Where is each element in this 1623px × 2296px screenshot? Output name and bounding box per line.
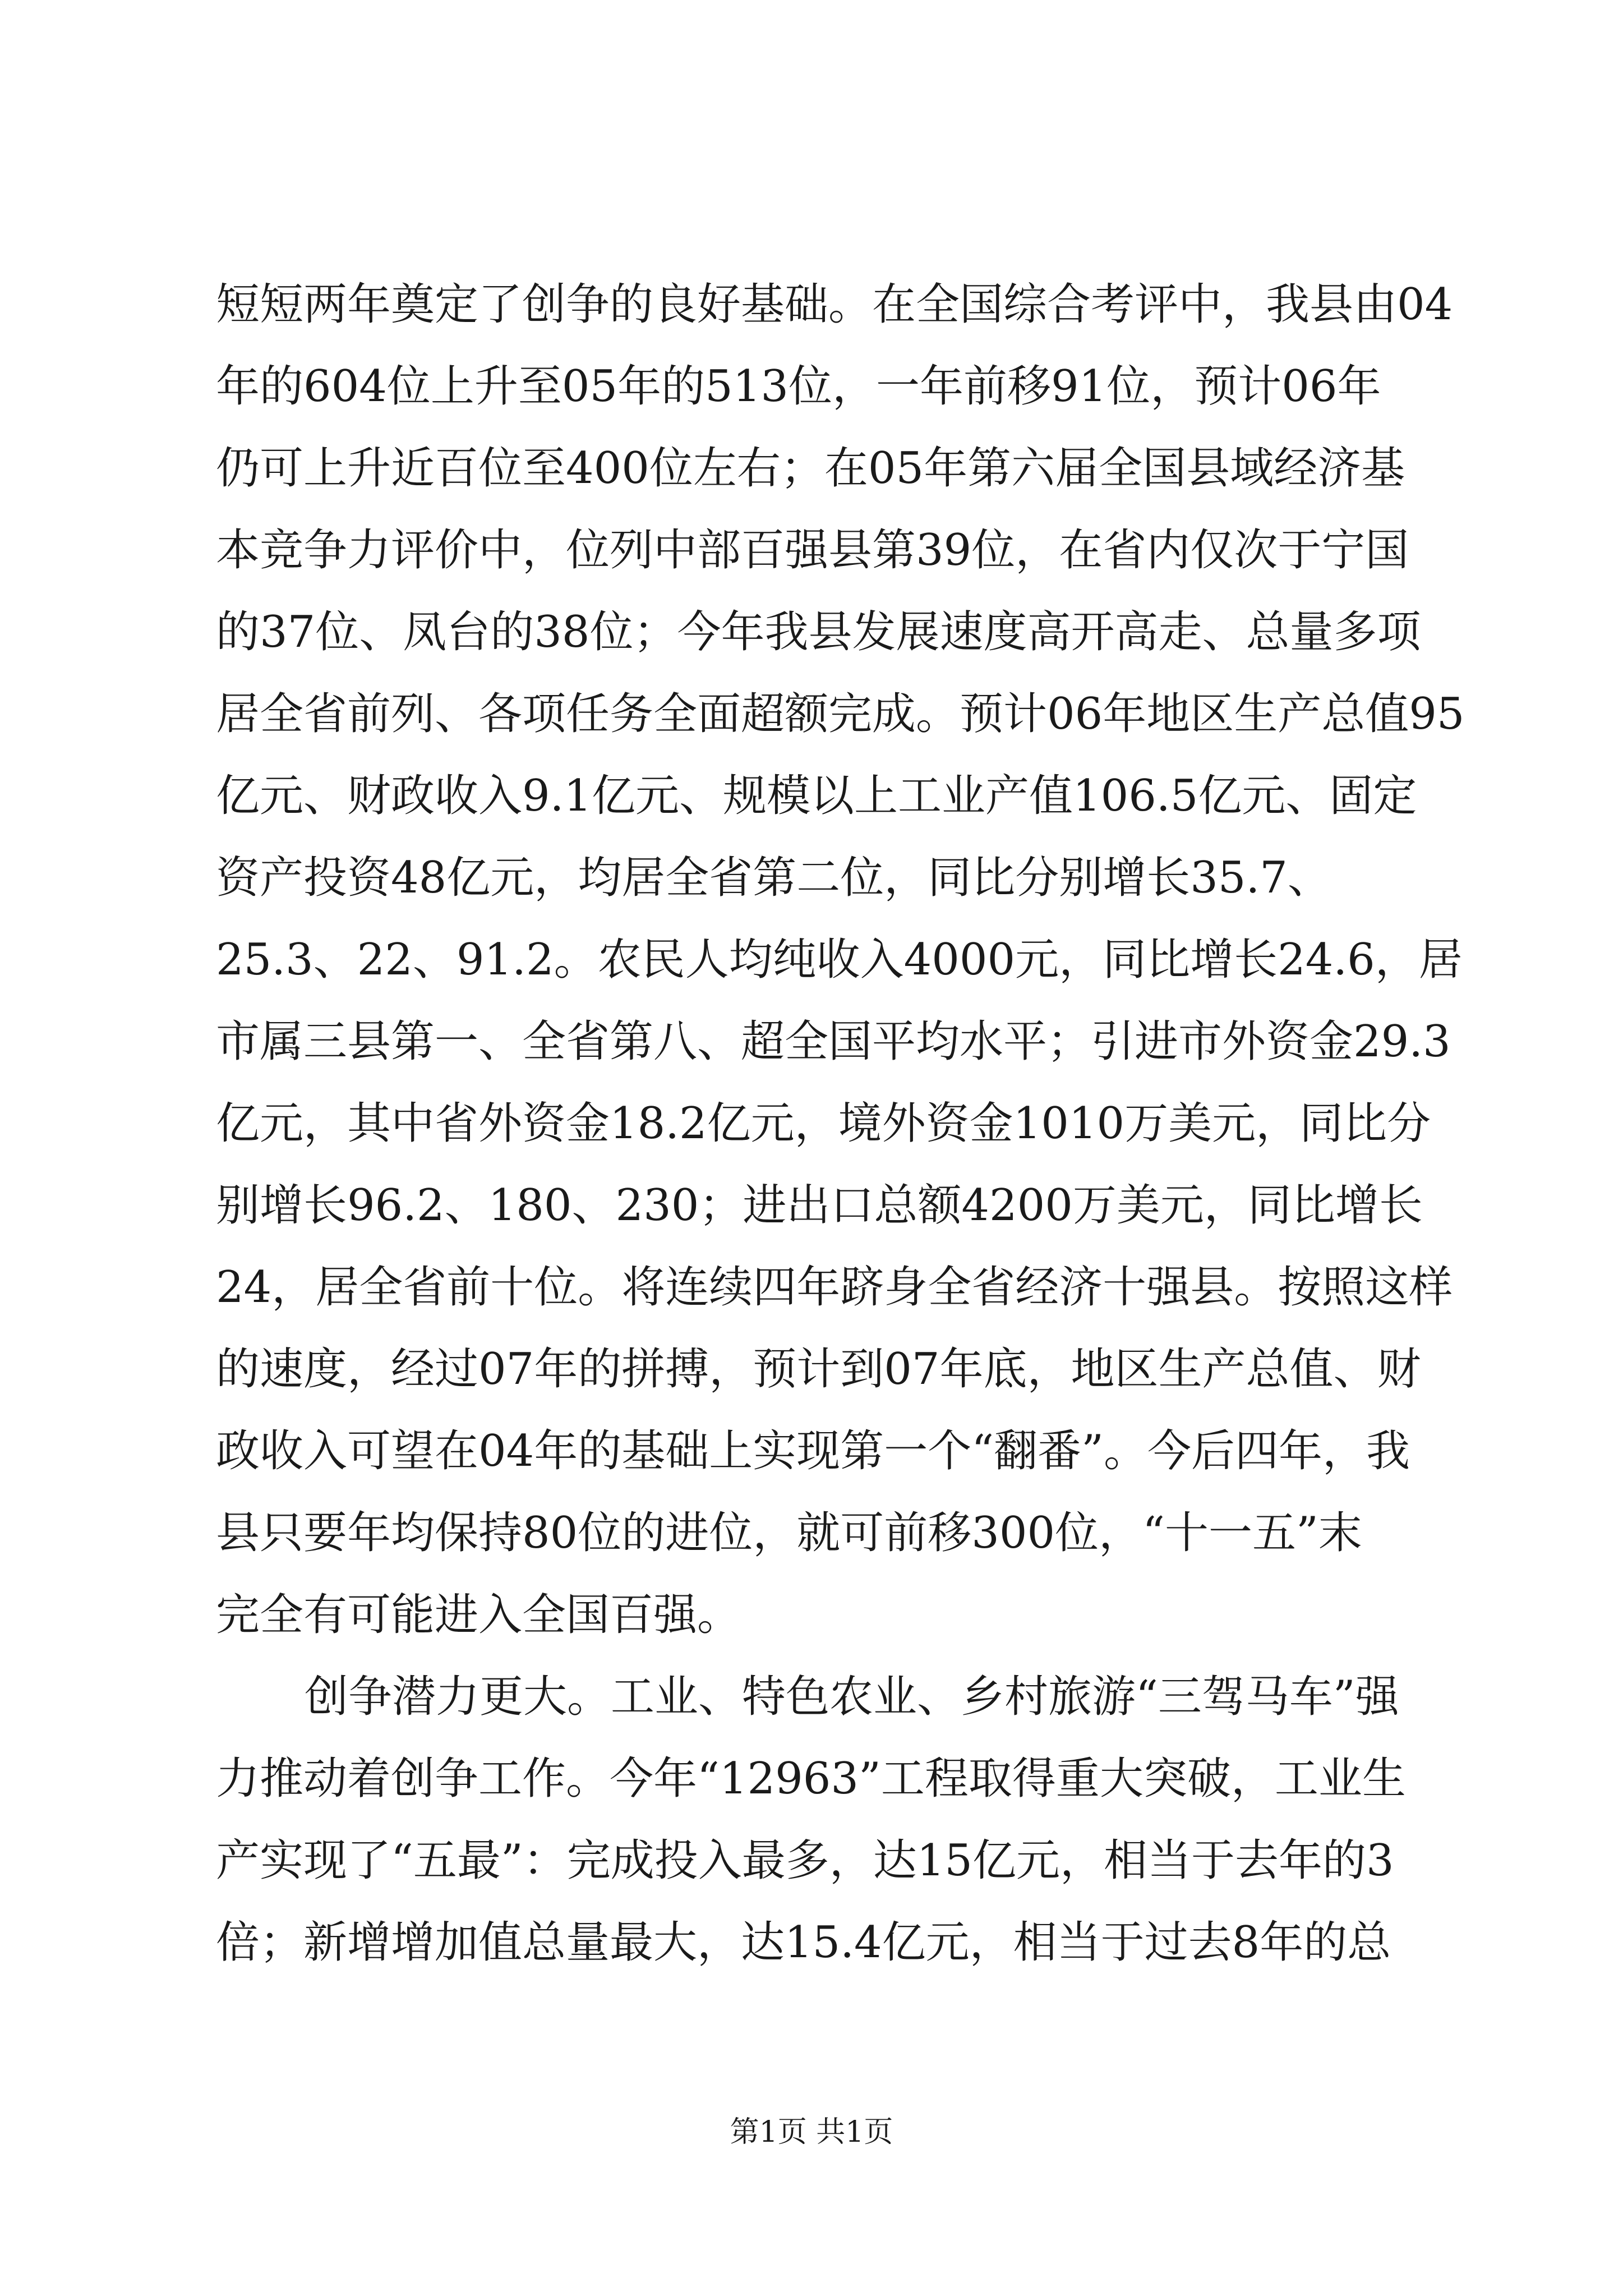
text-line: 别增长96.2、180、230；进出口总额4200万美元，同比增长	[216, 1180, 1423, 1231]
text-line: 25.3、22、91.2。农民人均纯收入4000元，同比增长24.6，居	[216, 935, 1463, 985]
text-line: 短短两年奠定了创争的良好基础。在全国综合考评中，我县由04	[216, 279, 1453, 330]
text-line: 县只要年均保持80位的进位，就可前移300位，“十一五”末	[216, 1508, 1362, 1558]
text-line: 的37位、凤台的38位；今年我县发展速度高开高走、总量多项	[216, 607, 1421, 657]
text-line: 24，居全省前十位。将连续四年跻身全省经济十强县。按照这样	[216, 1262, 1453, 1313]
text-line: 居全省前列、各项任务全面超额完成。预计06年地区生产总值95	[216, 689, 1465, 739]
text-line: 产实现了“五最”：完成投入最多，达15亿元，相当于去年的3	[216, 1835, 1394, 1886]
text-line: 亿元，其中省外资金18.2亿元，境外资金1010万美元，同比分	[216, 1098, 1431, 1149]
text-line: 市属三县第一、全省第八、超全国平均水平；引进市外资金29.3	[216, 1016, 1451, 1067]
text-line: 倍；新增增加值总量最大，达15.4亿元，相当于过去8年的总	[216, 1917, 1391, 1968]
text-line: 政收入可望在04年的基础上实现第一个“翻番”。今后四年，我	[216, 1426, 1410, 1476]
paragraph-first-line: 创争潜力更大。工业、特色农业、乡村旅游“三驾马车”强	[305, 1672, 1399, 1722]
text-line: 完全有可能进入全国百强。	[216, 1590, 741, 1640]
text-line: 力推动着创争工作。今年“12963”工程取得重大突破，工业生	[216, 1754, 1406, 1804]
page-footer	[0, 2108, 1623, 2150]
text-line: 本竞争力评价中，位列中部百强县第39位，在省内仅次于宁国	[216, 525, 1409, 576]
text-line: 亿元、财政收入9.1亿元、规模以上工业产值106.5亿元、固定	[216, 771, 1417, 821]
text-line: 年的604位上升至05年的513位，一年前移91位，预计06年	[216, 361, 1381, 412]
text-line: 的速度，经过07年的拼搏，预计到07年底，地区生产总值、财	[216, 1344, 1421, 1395]
text-line: 资产投资48亿元，均居全省第二位，同比分别增长35.7、	[216, 853, 1331, 903]
page-number: 第1页 共1页	[730, 2115, 893, 2149]
text-line: 仍可上升近百位至400位左右；在05年第六届全国县域经济基	[216, 443, 1405, 494]
body-text	[216, 264, 1465, 1984]
